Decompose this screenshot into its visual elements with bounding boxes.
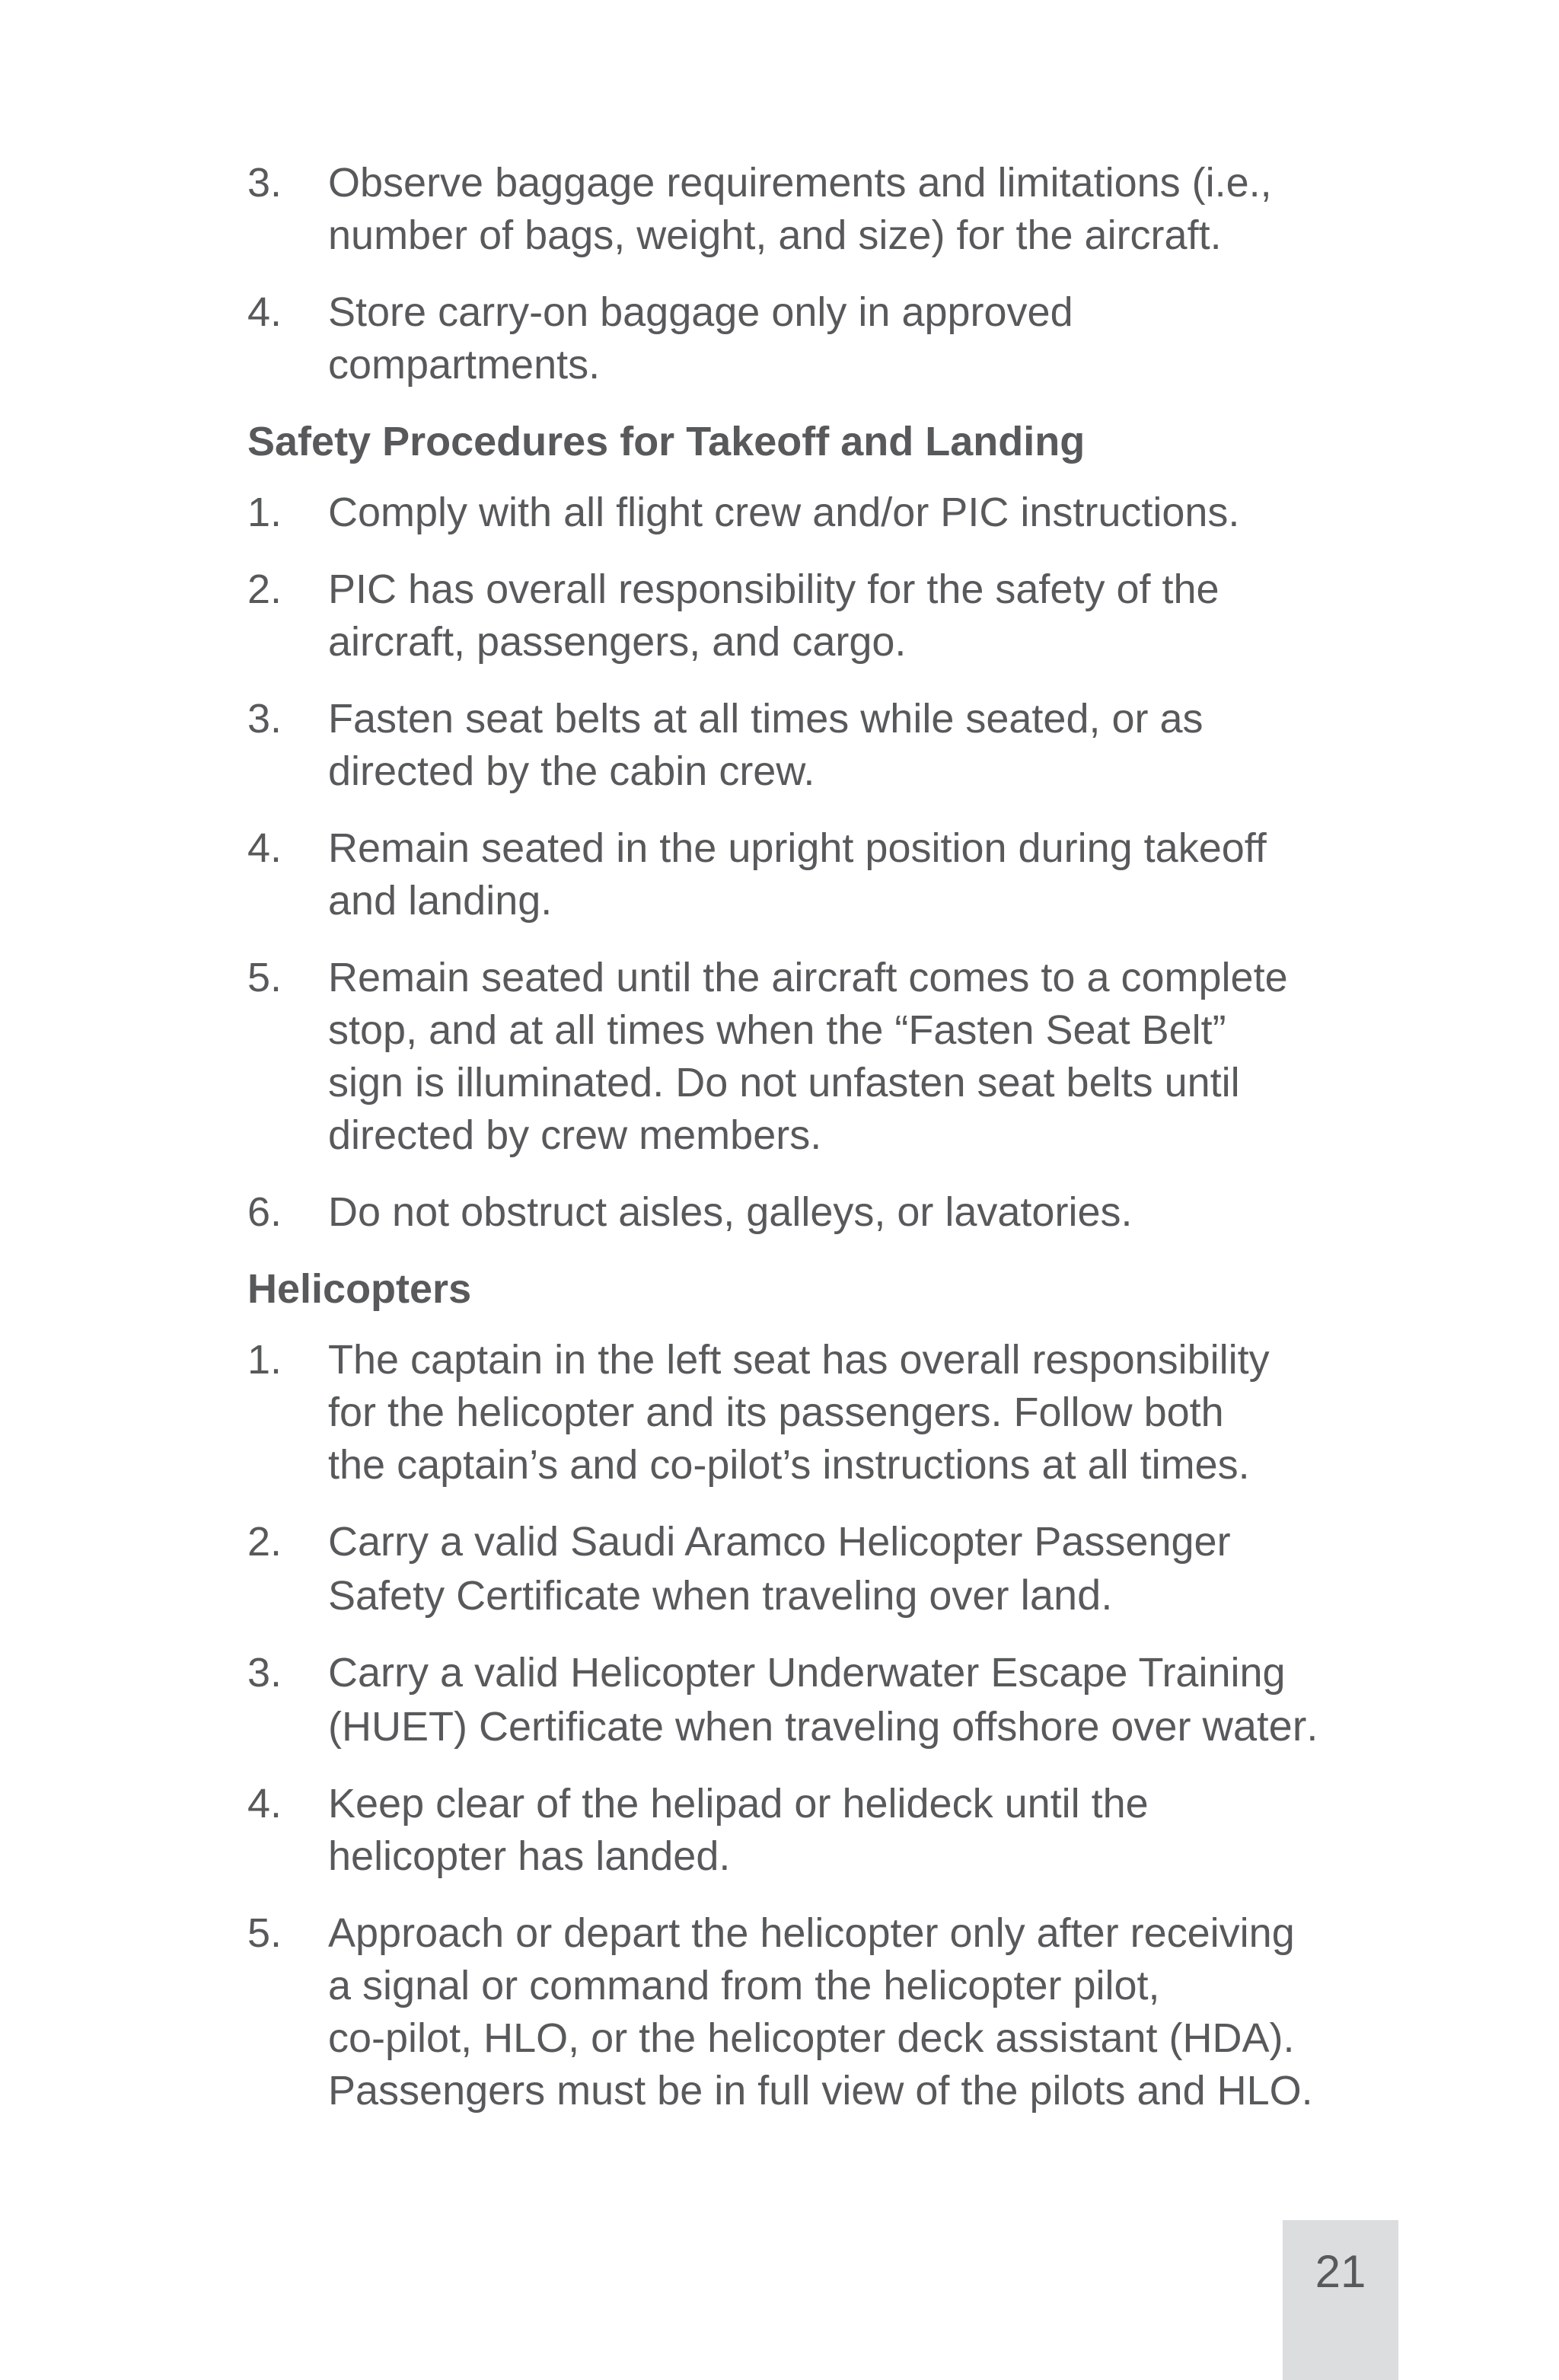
item-number: 1. <box>247 490 282 535</box>
text-line: Approach or depart the helicopter only after receiving <box>328 1910 1295 1956</box>
page-content <box>247 157 1435 2142</box>
text-line: for the helicopter and its passengers. Follow both <box>328 1389 1224 1435</box>
text-line: Carry a valid Helicopter Underwater Escape Training <box>328 1650 1286 1696</box>
section-heading-takeoff-landing: Safety Procedures for Takeoff and Landing <box>247 419 1086 464</box>
text-fragment: Safety Certificate when traveling over <box>328 1573 1021 1619</box>
item-text <box>328 1907 1435 2117</box>
item-number: 3. <box>247 160 282 206</box>
item-number: 5. <box>247 1910 282 1956</box>
list-item <box>247 822 1435 927</box>
text-fragment: (HUET) Certificate when traveling offshore over <box>328 1704 1203 1750</box>
item-text <box>328 563 1435 668</box>
emphasized-word-land: land <box>1020 1571 1102 1619</box>
item-number: 5. <box>247 955 282 1000</box>
item-number: 3. <box>247 1650 282 1696</box>
text-line: aircraft, passengers, and cargo. <box>328 619 907 665</box>
text-line: helicopter has landed. <box>328 1833 731 1879</box>
text-line: a signal or command from the helicopter pilot, <box>328 1963 1160 2008</box>
text-line: Passengers must be in full view of the pilots and HLO. <box>328 2068 1313 2114</box>
list-item <box>247 1516 1435 1622</box>
item-text <box>328 1516 1435 1622</box>
item-number: 1. <box>247 1337 282 1383</box>
emphasized-word-water: water <box>1202 1702 1307 1750</box>
text-line: Store carry-on baggage only in approved <box>328 289 1073 335</box>
item-text <box>328 1186 1435 1239</box>
text-line: and landing. <box>328 878 553 924</box>
text-line: sign is illuminated. Do not unfasten seat belts until <box>328 1060 1240 1105</box>
list-item <box>247 487 1435 539</box>
item-text <box>328 952 1435 1162</box>
text-line: Do not obstruct aisles, galleys, or lavatories. <box>328 1189 1133 1235</box>
text-line: the captain’s and co-pilot’s instructions at all times. <box>328 1442 1250 1488</box>
text-line-with-emphasis <box>328 1699 1435 1753</box>
text-fragment: . <box>1101 1573 1113 1619</box>
item-text <box>328 693 1435 798</box>
item-text <box>328 487 1435 539</box>
text-line: directed by the cabin crew. <box>328 748 815 794</box>
text-line: stop, and at all times when the “Fasten Seat Belt” <box>328 1007 1226 1053</box>
text-line: Remain seated until the aircraft comes to a complete <box>328 955 1288 1000</box>
item-text <box>328 157 1435 262</box>
list-item <box>247 1186 1435 1239</box>
item-number: 4. <box>247 1781 282 1826</box>
list-item <box>247 693 1435 798</box>
list-item <box>247 563 1435 668</box>
list-item <box>247 286 1435 391</box>
baggage-list <box>247 157 1435 391</box>
text-line: co-pilot, HLO, or the helicopter deck assistant (HDA). <box>328 2015 1295 2061</box>
text-fragment: . <box>1306 1704 1318 1750</box>
item-number: 4. <box>247 825 282 871</box>
section-heading-helicopters: Helicopters <box>247 1266 472 1312</box>
item-number: 6. <box>247 1189 282 1235</box>
text-line: Comply with all flight crew and/or PIC instructions. <box>328 490 1240 535</box>
list-item <box>247 1778 1435 1883</box>
text-line: compartments. <box>328 342 601 388</box>
page-number: 21 <box>1315 2246 1366 2297</box>
text-line: Remain seated in the upright position during takeoff <box>328 825 1267 871</box>
list-item <box>247 1647 1435 1753</box>
item-number: 2. <box>247 566 282 612</box>
item-text <box>328 1647 1435 1753</box>
text-line: directed by crew members. <box>328 1112 822 1158</box>
helicopters-list <box>247 1334 1435 2117</box>
text-line: Keep clear of the helipad or helideck until the <box>328 1781 1149 1826</box>
item-text <box>328 822 1435 927</box>
text-line: The captain in the left seat has overall responsibility <box>328 1337 1270 1383</box>
text-line: Fasten seat belts at all times while seated, or as <box>328 696 1204 742</box>
text-line: Carry a valid Saudi Aramco Helicopter Passenger <box>328 1519 1231 1565</box>
text-line: number of bags, weight, and size) for the aircraft. <box>328 212 1222 258</box>
text-line: PIC has overall responsibility for the safety of the <box>328 566 1219 612</box>
item-text <box>328 1334 1435 1491</box>
item-text <box>328 1778 1435 1883</box>
text-line-with-emphasis <box>328 1568 1435 1622</box>
item-text <box>328 286 1435 391</box>
list-item <box>247 952 1435 1162</box>
text-line: Observe baggage requirements and limitations (i.e., <box>328 160 1272 206</box>
item-number: 4. <box>247 289 282 335</box>
takeoff-landing-list <box>247 487 1435 1239</box>
page-number-tab <box>1283 2220 1398 2380</box>
item-number: 3. <box>247 696 282 742</box>
item-number: 2. <box>247 1519 282 1565</box>
list-item <box>247 1907 1435 2117</box>
list-item <box>247 157 1435 262</box>
list-item <box>247 1334 1435 1491</box>
